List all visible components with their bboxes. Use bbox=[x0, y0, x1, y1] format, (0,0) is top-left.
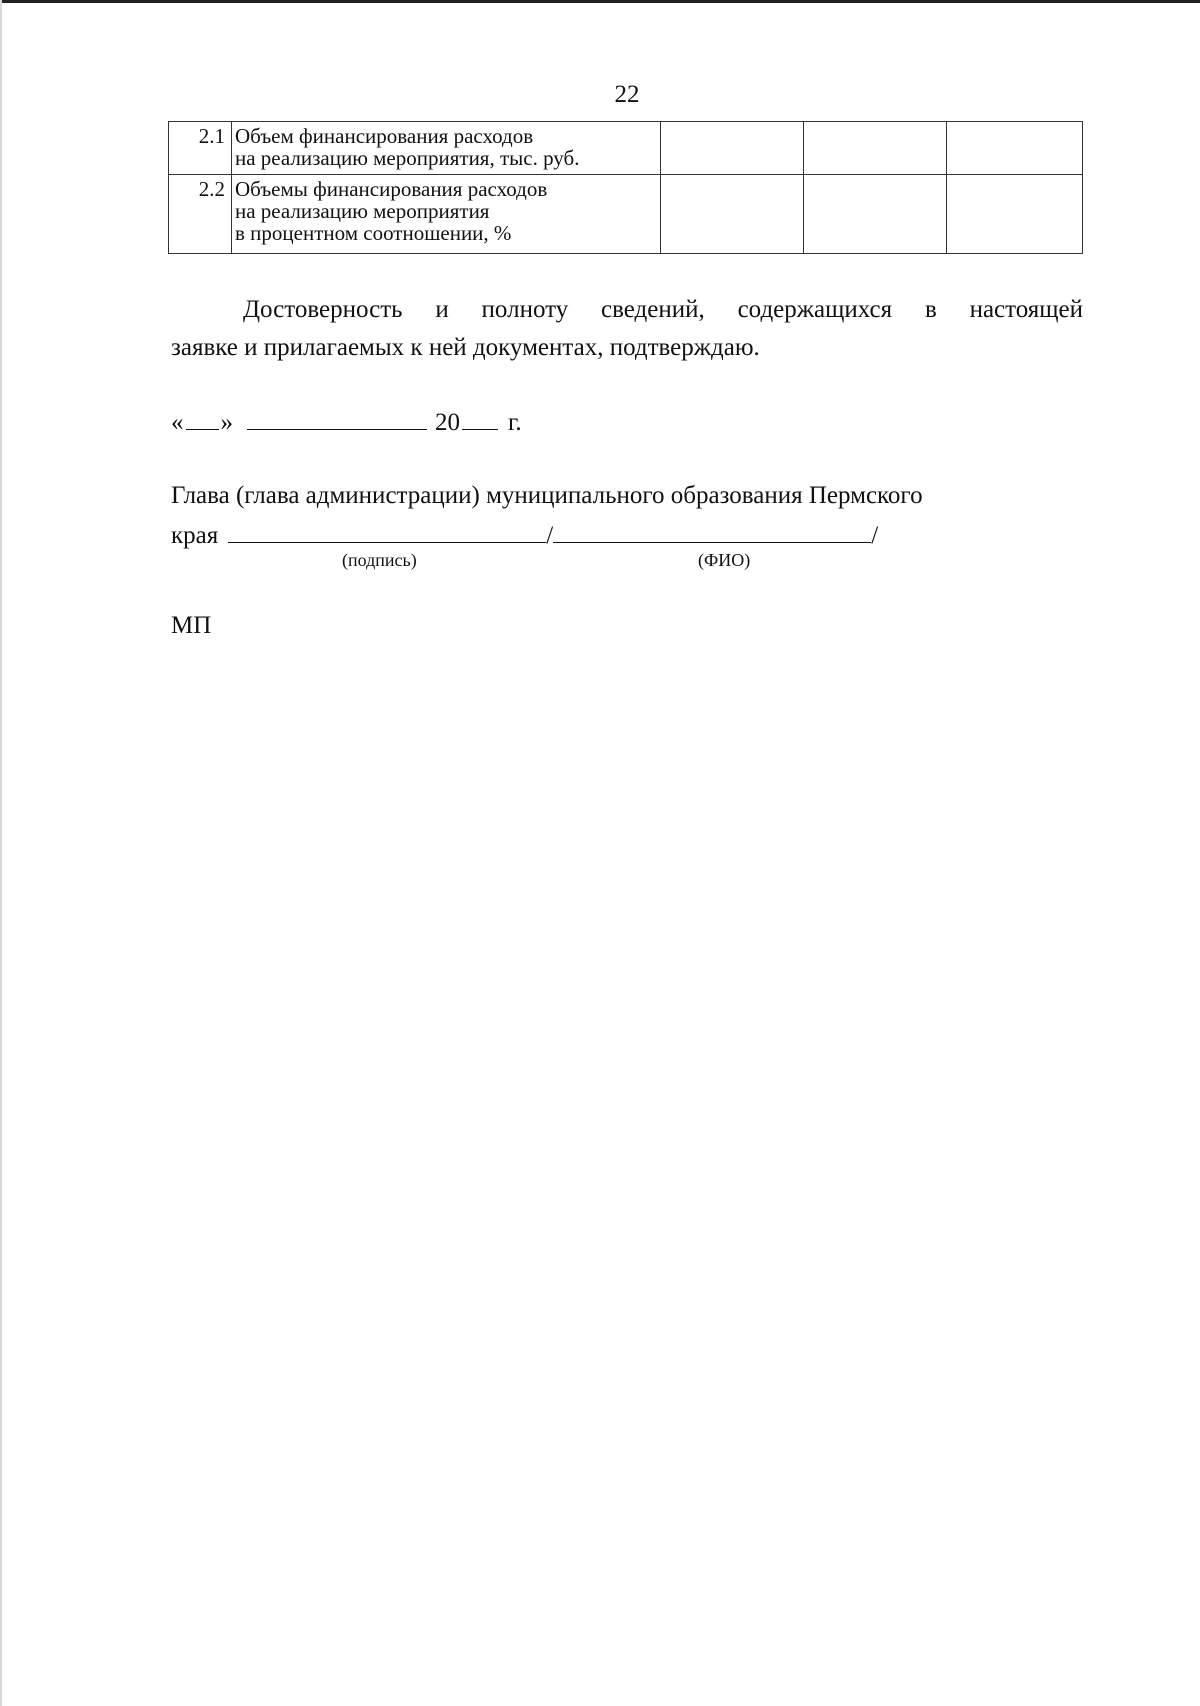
stamp-placeholder-label: МП bbox=[171, 612, 212, 639]
description-line: Объемы финансирования расходов bbox=[235, 177, 548, 201]
description-line: на реализацию мероприятия bbox=[235, 199, 490, 223]
separator-slash: / bbox=[871, 522, 879, 549]
date-line bbox=[171, 404, 522, 439]
row-description bbox=[232, 175, 661, 254]
financing-table bbox=[168, 121, 1083, 254]
region-word: края bbox=[171, 522, 219, 549]
signature-caption: (подпись) bbox=[342, 550, 417, 570]
empty-value-cell bbox=[804, 122, 947, 175]
empty-value-cell bbox=[804, 175, 947, 254]
confirmation-line: Достоверность и полноту сведений, содержащихся в настоящей bbox=[243, 296, 1083, 323]
description-line: на реализацию мероприятия, тыс. руб. bbox=[235, 146, 580, 170]
name-blank bbox=[553, 516, 871, 543]
day-blank bbox=[186, 404, 219, 430]
year-blank bbox=[462, 404, 498, 430]
empty-value-cell bbox=[947, 122, 1083, 175]
scan-top-border bbox=[0, 0, 1200, 3]
century-prefix: 20 bbox=[435, 409, 460, 436]
confirmation-line: заявке и прилагаемых к ней документах, подтверждаю. bbox=[171, 334, 760, 361]
close-quote: » bbox=[220, 409, 233, 436]
empty-value-cell bbox=[661, 175, 804, 254]
empty-value-cell bbox=[661, 122, 804, 175]
table-row bbox=[169, 122, 1083, 175]
table-row bbox=[169, 175, 1083, 254]
head-of-municipality-label: Глава (глава администрации) муниципального образования Пермского bbox=[171, 482, 923, 509]
scan-left-border bbox=[0, 0, 2, 1706]
year-suffix: г. bbox=[508, 409, 522, 436]
description-line: в процентном соотношении, % bbox=[235, 221, 512, 245]
page-number: 22 bbox=[614, 81, 640, 108]
empty-value-cell bbox=[947, 175, 1083, 254]
signature-line bbox=[171, 516, 878, 554]
separator-slash: / bbox=[546, 522, 554, 549]
confirmation-paragraph bbox=[171, 291, 1083, 367]
row-number: 2.2 bbox=[169, 175, 232, 254]
row-number: 2.1 bbox=[169, 122, 232, 175]
open-quote: « bbox=[171, 409, 184, 436]
month-blank bbox=[247, 404, 427, 430]
row-description bbox=[232, 122, 661, 175]
name-caption: (ФИО) bbox=[698, 550, 751, 570]
signature-blank bbox=[228, 516, 546, 543]
description-line: Объем финансирования расходов bbox=[235, 124, 534, 148]
